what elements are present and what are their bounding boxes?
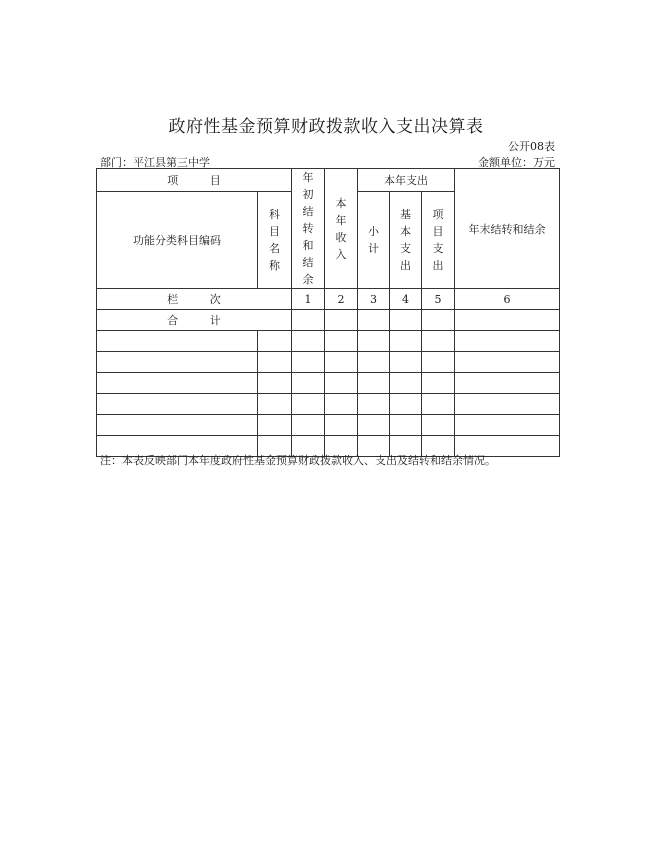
header-project-expense: 项目支出	[422, 192, 455, 289]
department-label: 部门：平江县第三中学	[100, 156, 210, 169]
table-row	[97, 352, 560, 373]
table-row	[97, 331, 560, 352]
budget-table	[96, 168, 560, 457]
header-opening-balance: 年初结转和结余	[292, 169, 325, 289]
total-label: 合 计	[97, 310, 292, 331]
table-row	[97, 289, 560, 310]
page-title: 政府性基金预算财政拨款收入支出决算表	[168, 117, 484, 137]
header-expense-group: 本年支出	[358, 169, 455, 192]
table-row	[97, 310, 560, 331]
col-index: 5	[422, 289, 455, 310]
header-income: 本年收入	[325, 169, 358, 289]
header-basic-expense: 基本支出	[390, 192, 422, 289]
col-index: 4	[390, 289, 422, 310]
col-index: 6	[455, 289, 560, 310]
table-row	[97, 373, 560, 394]
form-number: 公开08表	[508, 140, 555, 153]
header-code: 功能分类科目编码	[97, 192, 258, 289]
unit-label: 金额单位：万元	[478, 156, 555, 169]
col-index: 2	[325, 289, 358, 310]
header-subtotal: 小计	[358, 192, 390, 289]
header-project: 项 目	[97, 169, 292, 192]
col-index: 1	[292, 289, 325, 310]
table-row	[97, 394, 560, 415]
table-note: 注：本表反映部门本年度政府性基金预算财政拨款收入、支出及结转和结余情况。	[100, 454, 496, 467]
col-index: 3	[358, 289, 390, 310]
table-row	[97, 415, 560, 436]
header-closing-balance: 年末结转和结余	[455, 169, 560, 289]
header-name: 科目名称	[258, 192, 292, 289]
row-index-label: 栏 次	[97, 289, 292, 310]
